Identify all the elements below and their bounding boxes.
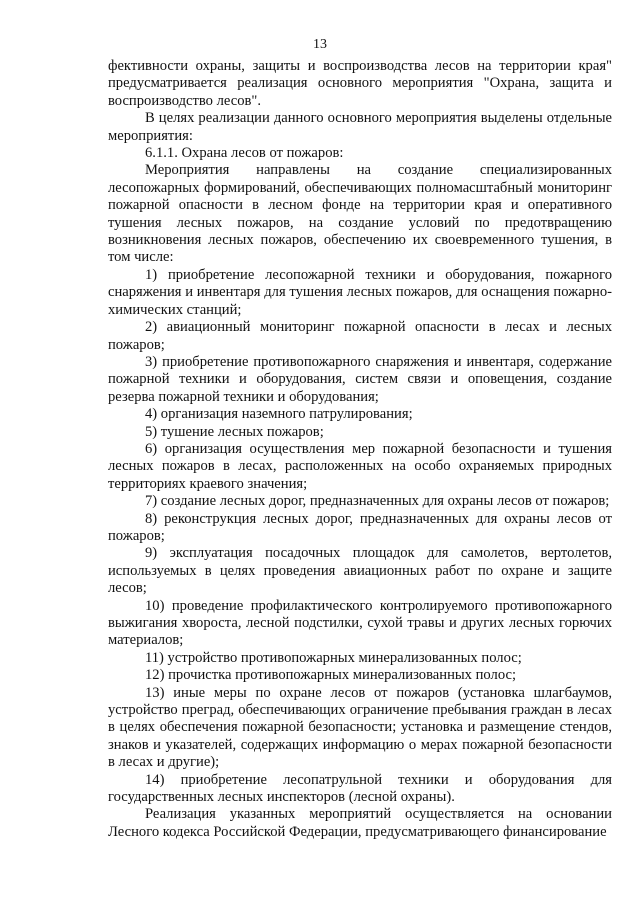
list-item-1: 1) приобретение лесопожарной техники и оборудования, пожарного снаряжения и инвентаря для тушения лесных пожаров, для оснащения пожарно-химических станций; — [108, 266, 612, 318]
list-item-7: 7) создание лесных дорог, предназначенных для охраны лесов от пожаров; — [145, 493, 610, 510]
document-body — [108, 58, 612, 841]
list-item-10: 10) проведение профилактического контролируемого противопожарного выжигания хвороста, лесной подстилки, сухой травы и других лесных горючих материалов; — [108, 597, 612, 649]
list-item-8: 8) реконструкция лесных дорог, предназначенных для охраны лесов от пожаров; — [108, 510, 612, 544]
paragraph-measures: Мероприятия направлены на создание специализированных лесопожарных формирований, обеспечивающих полномасштабный мониторинг пожарной опасности в лесном фонде на территории края и оперативного тушения лесных пожаров, на создание условий по предотвращению возникновения лесных пожаров, обеспечению их своевременного тушения, в том числе: — [108, 162, 612, 266]
section-heading: 6.1.1. Охрана лесов от пожаров: — [145, 145, 344, 162]
list-item-2: 2) авиационный мониторинг пожарной опасности в лесах и лесных пожаров; — [108, 319, 612, 353]
list-item-11: 11) устройство противопожарных минерализованных полос; — [145, 649, 522, 666]
paragraph-continuation: фективности охраны, защиты и воспроизводства лесов на территории края" предусматривается реализация основного мероприятия "Охрана, защита и воспроизводство лесов". — [108, 58, 612, 109]
list-item-6: 6) организация осуществления мер пожарной безопасности и тушения лесных пожаров в лесах, расположенных на особо охраняемых природных территориях краевого значения; — [108, 440, 612, 492]
paragraph-intro: В целях реализации данного основного мероприятия выделены отдельные мероприятия: — [108, 110, 612, 144]
list-item-14: 14) приобретение лесопатрульной техники и оборудования для государственных лесных инспекторов (лесной охраны). — [108, 771, 612, 806]
list-item-5: 5) тушение лесных пожаров; — [145, 423, 324, 440]
list-item-9: 9) эксплуатация посадочных площадок для самолетов, вертолетов, используемых в целях проведения авиационных работ по охране и защите лесов; — [108, 545, 612, 597]
list-item-13: 13) иные меры по охране лесов от пожаров (установка шлагбаумов, устройство преград, обеспечивающих ограничение пребывания граждан в лесах в целях обеспечения пожарной безопасности; установка и размещение стендов, знаков и указателей, содержащих информацию о мерах пожарной безопасности в лесах и другие); — [108, 684, 612, 771]
paragraph-implementation: Реализация указанных мероприятий осуществляется на основании Лесного кодекса Российской Федерации, предусматривающего финансирование — [108, 806, 612, 840]
list-item-4: 4) организация наземного патрулирования; — [145, 406, 413, 423]
list-item-3: 3) приобретение противопожарного снаряжения и инвентаря, содержание пожарной техники и оборудования, систем связи и оповещения, создание резерва пожарной техники и оборудования; — [108, 353, 612, 405]
page-number: 13 — [313, 37, 327, 52]
list-item-12: 12) прочистка противопожарных минерализованных полос; — [145, 667, 517, 684]
